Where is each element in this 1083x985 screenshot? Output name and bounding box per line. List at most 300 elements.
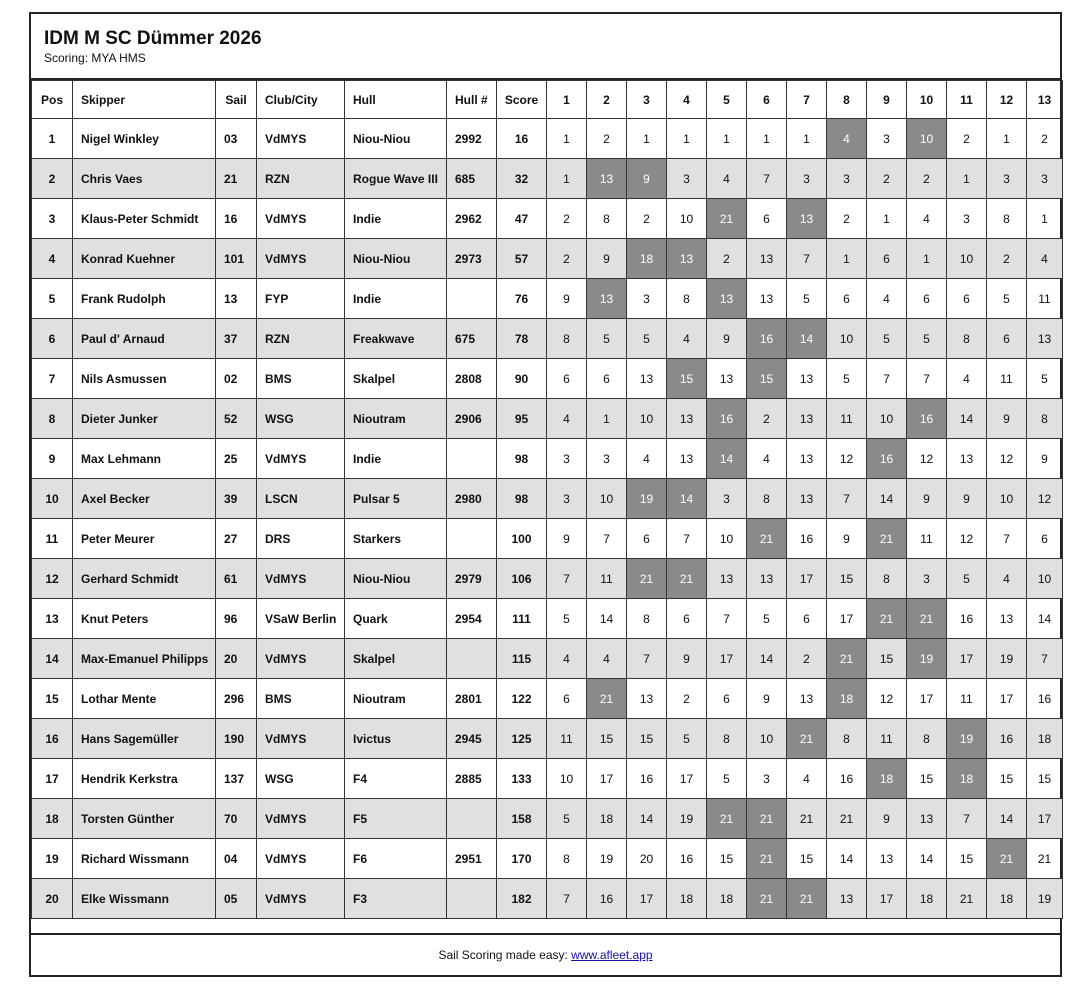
race-result-cell: 16 (987, 719, 1027, 759)
pos-cell: 2 (32, 159, 73, 199)
race-result-cell: 4 (987, 559, 1027, 599)
race-result-cell: 8 (627, 599, 667, 639)
score-cell: 133 (497, 759, 547, 799)
sail-cell: 70 (216, 799, 257, 839)
race-result-cell: 16 (747, 319, 787, 359)
race-result-cell: 21 (707, 199, 747, 239)
race-result-cell: 13 (587, 279, 627, 319)
hull-no-cell: 675 (447, 319, 497, 359)
skipper-cell: Paul d' Arnaud (73, 319, 216, 359)
race-result-cell: 7 (867, 359, 907, 399)
race-result-cell: 9 (587, 239, 627, 279)
hull-no-cell: 2951 (447, 839, 497, 879)
column-header: Hull # (447, 81, 497, 119)
sail-cell: 27 (216, 519, 257, 559)
race-result-cell: 5 (987, 279, 1027, 319)
pos-cell: 6 (32, 319, 73, 359)
race-result-cell: 15 (947, 839, 987, 879)
sail-cell: 20 (216, 639, 257, 679)
race-result-cell: 14 (987, 799, 1027, 839)
score-cell: 16 (497, 119, 547, 159)
race-result-cell: 21 (627, 559, 667, 599)
race-result-cell: 3 (707, 479, 747, 519)
race-result-cell: 13 (667, 439, 707, 479)
race-result-cell: 13 (587, 159, 627, 199)
score-cell: 182 (497, 879, 547, 919)
table-row (32, 839, 1063, 879)
hull-cell: Pulsar 5 (345, 479, 447, 519)
club-cell: VSaW Berlin (257, 599, 345, 639)
race-result-cell: 21 (787, 879, 827, 919)
pos-cell: 20 (32, 879, 73, 919)
race-result-cell: 2 (907, 159, 947, 199)
table-row (32, 719, 1063, 759)
race-result-cell: 13 (747, 559, 787, 599)
race-result-cell: 16 (827, 759, 867, 799)
column-header: 9 (867, 81, 907, 119)
race-result-cell: 10 (907, 119, 947, 159)
club-cell: VdMYS (257, 199, 345, 239)
column-header: 7 (787, 81, 827, 119)
hull-no-cell (447, 279, 497, 319)
hull-no-cell: 2973 (447, 239, 497, 279)
race-result-cell: 9 (547, 279, 587, 319)
score-cell: 170 (497, 839, 547, 879)
race-result-cell: 5 (827, 359, 867, 399)
race-result-cell: 18 (907, 879, 947, 919)
race-result-cell: 7 (547, 879, 587, 919)
race-result-cell: 14 (707, 439, 747, 479)
column-header: 2 (587, 81, 627, 119)
club-cell: VdMYS (257, 439, 345, 479)
race-result-cell: 11 (1027, 279, 1063, 319)
race-result-cell: 8 (1027, 399, 1063, 439)
race-result-cell: 16 (947, 599, 987, 639)
skipper-cell: Richard Wissmann (73, 839, 216, 879)
skipper-cell: Chris Vaes (73, 159, 216, 199)
race-result-cell: 16 (707, 399, 747, 439)
pos-cell: 3 (32, 199, 73, 239)
hull-no-cell: 685 (447, 159, 497, 199)
regatta-title: IDM M SC Dümmer 2026 (44, 28, 262, 49)
column-header: 3 (627, 81, 667, 119)
race-result-cell: 1 (707, 119, 747, 159)
race-result-cell: 7 (947, 799, 987, 839)
sail-cell: 296 (216, 679, 257, 719)
race-result-cell: 2 (947, 119, 987, 159)
club-cell: VdMYS (257, 119, 345, 159)
race-result-cell: 1 (747, 119, 787, 159)
race-result-cell: 13 (747, 279, 787, 319)
race-result-cell: 10 (707, 519, 747, 559)
club-cell: DRS (257, 519, 345, 559)
race-result-cell: 12 (827, 439, 867, 479)
race-result-cell: 10 (667, 199, 707, 239)
hull-no-cell (447, 519, 497, 559)
results-sheet (29, 12, 1062, 977)
skipper-cell: Peter Meurer (73, 519, 216, 559)
table-row (32, 159, 1063, 199)
race-result-cell: 13 (707, 559, 747, 599)
column-header: Skipper (73, 81, 216, 119)
club-cell: VdMYS (257, 719, 345, 759)
race-result-cell: 14 (627, 799, 667, 839)
race-result-cell: 1 (547, 159, 587, 199)
race-result-cell: 9 (547, 519, 587, 559)
hull-cell: Starkers (345, 519, 447, 559)
race-result-cell: 16 (667, 839, 707, 879)
sail-cell: 16 (216, 199, 257, 239)
race-result-cell: 7 (1027, 639, 1063, 679)
race-result-cell: 13 (667, 239, 707, 279)
race-result-cell: 3 (667, 159, 707, 199)
sail-cell: 25 (216, 439, 257, 479)
column-header: 13 (1027, 81, 1063, 119)
race-result-cell: 4 (707, 159, 747, 199)
pos-cell: 4 (32, 239, 73, 279)
sail-cell: 03 (216, 119, 257, 159)
race-result-cell: 3 (547, 439, 587, 479)
race-result-cell: 18 (627, 239, 667, 279)
hull-cell: Skalpel (345, 639, 447, 679)
race-result-cell: 5 (907, 319, 947, 359)
race-result-cell: 4 (547, 399, 587, 439)
results-header (31, 14, 1060, 80)
race-result-cell: 5 (787, 279, 827, 319)
race-result-cell: 18 (987, 879, 1027, 919)
race-result-cell: 5 (867, 319, 907, 359)
skipper-cell: Hans Sagemüller (73, 719, 216, 759)
race-result-cell: 17 (907, 679, 947, 719)
race-result-cell: 4 (907, 199, 947, 239)
race-result-cell: 12 (907, 439, 947, 479)
skipper-cell: Knut Peters (73, 599, 216, 639)
hull-cell: Niou-Niou (345, 239, 447, 279)
race-result-cell: 9 (747, 679, 787, 719)
race-result-cell: 17 (947, 639, 987, 679)
column-header: 10 (907, 81, 947, 119)
sail-cell: 96 (216, 599, 257, 639)
race-result-cell: 18 (667, 879, 707, 919)
race-result-cell: 14 (747, 639, 787, 679)
skipper-cell: Nils Asmussen (73, 359, 216, 399)
sail-cell: 13 (216, 279, 257, 319)
race-result-cell: 18 (867, 759, 907, 799)
race-result-cell: 21 (827, 639, 867, 679)
race-result-cell: 17 (707, 639, 747, 679)
race-result-cell: 13 (627, 359, 667, 399)
race-result-cell: 21 (587, 679, 627, 719)
race-result-cell: 8 (587, 199, 627, 239)
pos-cell: 7 (32, 359, 73, 399)
table-row (32, 599, 1063, 639)
pos-cell: 19 (32, 839, 73, 879)
race-result-cell: 10 (947, 239, 987, 279)
table-row (32, 679, 1063, 719)
hull-no-cell (447, 639, 497, 679)
race-result-cell: 13 (627, 679, 667, 719)
race-result-cell: 21 (747, 799, 787, 839)
table-row (32, 519, 1063, 559)
race-result-cell: 10 (587, 479, 627, 519)
race-result-cell: 13 (787, 679, 827, 719)
race-result-cell: 7 (707, 599, 747, 639)
score-cell: 100 (497, 519, 547, 559)
skipper-cell: Dieter Junker (73, 399, 216, 439)
pos-cell: 14 (32, 639, 73, 679)
hull-no-cell: 2992 (447, 119, 497, 159)
footer-text: Sail Scoring made easy: (438, 948, 572, 962)
table-row (32, 319, 1063, 359)
race-result-cell: 11 (827, 399, 867, 439)
race-result-cell: 15 (747, 359, 787, 399)
race-result-cell: 3 (947, 199, 987, 239)
race-result-cell: 9 (947, 479, 987, 519)
race-result-cell: 5 (747, 599, 787, 639)
race-result-cell: 11 (587, 559, 627, 599)
race-result-cell: 10 (827, 319, 867, 359)
race-result-cell: 16 (1027, 679, 1063, 719)
race-result-cell: 1 (867, 199, 907, 239)
table-row (32, 799, 1063, 839)
table-row (32, 479, 1063, 519)
race-result-cell: 8 (907, 719, 947, 759)
pos-cell: 5 (32, 279, 73, 319)
club-cell: WSG (257, 399, 345, 439)
race-result-cell: 5 (547, 799, 587, 839)
race-result-cell: 21 (707, 799, 747, 839)
race-result-cell: 17 (987, 679, 1027, 719)
race-result-cell: 16 (867, 439, 907, 479)
club-cell: WSG (257, 759, 345, 799)
race-result-cell: 14 (947, 399, 987, 439)
hull-no-cell: 2962 (447, 199, 497, 239)
score-cell: 47 (497, 199, 547, 239)
score-cell: 98 (497, 479, 547, 519)
race-result-cell: 11 (867, 719, 907, 759)
hull-cell: Rogue Wave III (345, 159, 447, 199)
race-result-cell: 11 (547, 719, 587, 759)
race-result-cell: 21 (827, 799, 867, 839)
club-cell: VdMYS (257, 839, 345, 879)
hull-cell: Quark (345, 599, 447, 639)
hull-cell: Niou-Niou (345, 119, 447, 159)
race-result-cell: 11 (907, 519, 947, 559)
race-result-cell: 2 (547, 239, 587, 279)
race-result-cell: 1 (947, 159, 987, 199)
race-result-cell: 8 (547, 319, 587, 359)
race-result-cell: 8 (947, 319, 987, 359)
hull-cell: Niou-Niou (345, 559, 447, 599)
race-result-cell: 5 (547, 599, 587, 639)
race-result-cell: 18 (587, 799, 627, 839)
race-result-cell: 15 (867, 639, 907, 679)
race-result-cell: 1 (667, 119, 707, 159)
race-result-cell: 17 (867, 879, 907, 919)
skipper-cell: Klaus-Peter Schmidt (73, 199, 216, 239)
race-result-cell: 17 (667, 759, 707, 799)
race-result-cell: 4 (1027, 239, 1063, 279)
score-cell: 57 (497, 239, 547, 279)
score-cell: 111 (497, 599, 547, 639)
race-result-cell: 15 (707, 839, 747, 879)
sail-cell: 02 (216, 359, 257, 399)
race-result-cell: 5 (627, 319, 667, 359)
race-result-cell: 14 (867, 479, 907, 519)
table-row (32, 279, 1063, 319)
hull-no-cell: 2954 (447, 599, 497, 639)
race-result-cell: 2 (787, 639, 827, 679)
race-result-cell: 19 (587, 839, 627, 879)
afleet-link[interactable]: www.afleet.app (571, 948, 653, 962)
column-header: 8 (827, 81, 867, 119)
race-result-cell: 8 (547, 839, 587, 879)
race-result-cell: 15 (827, 559, 867, 599)
race-result-cell: 4 (587, 639, 627, 679)
race-result-cell: 1 (907, 239, 947, 279)
race-result-cell: 4 (867, 279, 907, 319)
race-result-cell: 17 (627, 879, 667, 919)
hull-no-cell (447, 439, 497, 479)
race-result-cell: 3 (867, 119, 907, 159)
table-row (32, 239, 1063, 279)
race-result-cell: 6 (547, 679, 587, 719)
race-result-cell: 19 (627, 479, 667, 519)
race-result-cell: 13 (787, 199, 827, 239)
race-result-cell: 3 (627, 279, 667, 319)
race-result-cell: 19 (907, 639, 947, 679)
sail-cell: 21 (216, 159, 257, 199)
table-row (32, 199, 1063, 239)
race-result-cell: 3 (827, 159, 867, 199)
race-result-cell: 1 (1027, 199, 1063, 239)
race-result-cell: 6 (707, 679, 747, 719)
column-header: Score (497, 81, 547, 119)
skipper-cell: Frank Rudolph (73, 279, 216, 319)
race-result-cell: 15 (1027, 759, 1063, 799)
score-cell: 122 (497, 679, 547, 719)
hull-no-cell: 2885 (447, 759, 497, 799)
skipper-cell: Torsten Günther (73, 799, 216, 839)
club-cell: RZN (257, 159, 345, 199)
hull-no-cell (447, 879, 497, 919)
score-cell: 98 (497, 439, 547, 479)
race-result-cell: 5 (947, 559, 987, 599)
race-result-cell: 10 (987, 479, 1027, 519)
race-result-cell: 6 (947, 279, 987, 319)
race-result-cell: 21 (747, 839, 787, 879)
race-result-cell: 8 (867, 559, 907, 599)
column-header: 6 (747, 81, 787, 119)
pos-cell: 15 (32, 679, 73, 719)
race-result-cell: 4 (627, 439, 667, 479)
race-result-cell: 12 (987, 439, 1027, 479)
column-header: Hull (345, 81, 447, 119)
race-result-cell: 10 (1027, 559, 1063, 599)
hull-no-cell: 2979 (447, 559, 497, 599)
race-result-cell: 14 (827, 839, 867, 879)
score-cell: 158 (497, 799, 547, 839)
race-result-cell: 2 (987, 239, 1027, 279)
race-result-cell: 14 (787, 319, 827, 359)
race-result-cell: 21 (1027, 839, 1063, 879)
sail-cell: 137 (216, 759, 257, 799)
pos-cell: 10 (32, 479, 73, 519)
race-result-cell: 4 (667, 319, 707, 359)
sail-cell: 190 (216, 719, 257, 759)
hull-no-cell: 2801 (447, 679, 497, 719)
race-result-cell: 3 (587, 439, 627, 479)
skipper-cell: Max Lehmann (73, 439, 216, 479)
race-result-cell: 21 (987, 839, 1027, 879)
race-result-cell: 15 (667, 359, 707, 399)
club-cell: LSCN (257, 479, 345, 519)
race-result-cell: 21 (867, 599, 907, 639)
race-result-cell: 21 (747, 879, 787, 919)
race-result-cell: 16 (787, 519, 827, 559)
race-result-cell: 16 (907, 399, 947, 439)
race-result-cell: 2 (747, 399, 787, 439)
race-result-cell: 6 (747, 199, 787, 239)
skipper-cell: Konrad Kuehner (73, 239, 216, 279)
race-result-cell: 10 (627, 399, 667, 439)
race-result-cell: 17 (787, 559, 827, 599)
race-result-cell: 11 (947, 679, 987, 719)
score-cell: 95 (497, 399, 547, 439)
race-result-cell: 7 (667, 519, 707, 559)
race-result-cell: 17 (587, 759, 627, 799)
club-cell: VdMYS (257, 639, 345, 679)
hull-no-cell (447, 799, 497, 839)
race-result-cell: 6 (547, 359, 587, 399)
race-result-cell: 12 (1027, 479, 1063, 519)
sail-cell: 37 (216, 319, 257, 359)
race-result-cell: 2 (667, 679, 707, 719)
race-result-cell: 14 (587, 599, 627, 639)
table-row (32, 439, 1063, 479)
hull-cell: Skalpel (345, 359, 447, 399)
pos-cell: 17 (32, 759, 73, 799)
club-cell: VdMYS (257, 879, 345, 919)
pos-cell: 11 (32, 519, 73, 559)
race-result-cell: 9 (707, 319, 747, 359)
club-cell: BMS (257, 359, 345, 399)
sail-cell: 05 (216, 879, 257, 919)
race-result-cell: 19 (1027, 879, 1063, 919)
race-result-cell: 5 (1027, 359, 1063, 399)
race-result-cell: 21 (787, 799, 827, 839)
race-result-cell: 4 (747, 439, 787, 479)
race-result-cell: 19 (667, 799, 707, 839)
race-result-cell: 8 (667, 279, 707, 319)
score-cell: 76 (497, 279, 547, 319)
race-result-cell: 6 (587, 359, 627, 399)
race-result-cell: 7 (987, 519, 1027, 559)
race-result-cell: 18 (1027, 719, 1063, 759)
race-result-cell: 15 (907, 759, 947, 799)
pos-cell: 9 (32, 439, 73, 479)
race-result-cell: 10 (547, 759, 587, 799)
race-result-cell: 6 (987, 319, 1027, 359)
race-result-cell: 9 (827, 519, 867, 559)
hull-cell: F3 (345, 879, 447, 919)
score-cell: 32 (497, 159, 547, 199)
race-result-cell: 13 (707, 279, 747, 319)
table-row (32, 359, 1063, 399)
table-row (32, 399, 1063, 439)
race-result-cell: 16 (587, 879, 627, 919)
race-result-cell: 13 (787, 479, 827, 519)
